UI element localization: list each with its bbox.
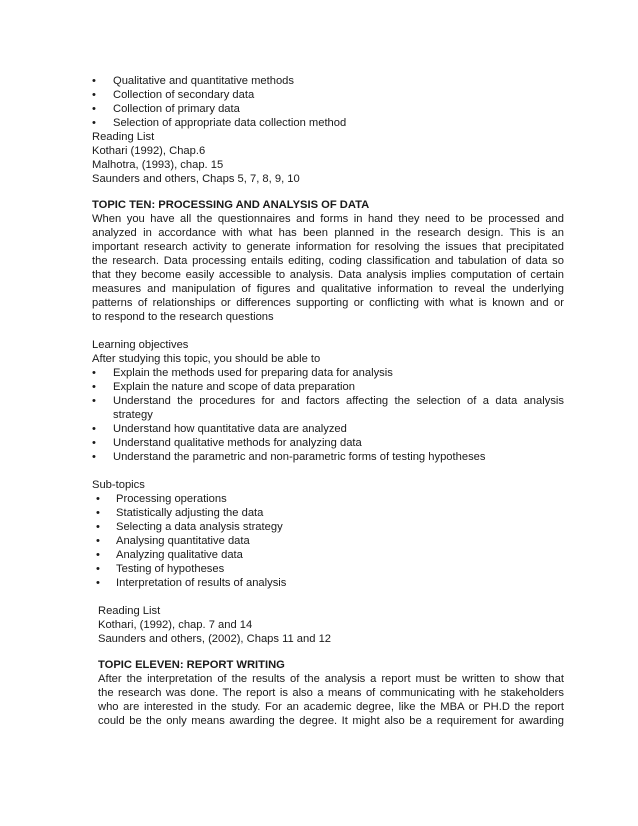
reading-item: Saunders and others, Chaps 5, 7, 8, 9, 10 (92, 173, 300, 185)
list-item: • Testing of hypotheses (96, 563, 225, 575)
list-item: • Understand how quantitative data are analyzed (92, 423, 347, 435)
topic-ten-paragraph: When you have all the questionnaires and forms in hand they need to be processed and analyzed in accordance with what has been planned in the research design. This is an important research activity to generate information for resolving the issues that precipitated the research. Data processing entails editing, coding classification and tabulation of data so that they become easily accessible to analysis. Data analysis implies computation of certain measures and manipulation of figures and qualitative information to reveal the underlying patterns of relationships or differences supporting or conflicting with what is known and or to respond to the research questions (92, 213, 564, 323)
topic-eleven-paragraph: After the interpretation of the results of the analysis a report must be written to show that the research was done. The report is also a means of communicating with he stakeholders who are interested in the study. For an academic degree, like the MBA or PH.D the report could be the only means awarding the degree. It might also be a requirement for awarding (98, 673, 564, 727)
reading-list-1 (92, 130, 564, 186)
document-page (92, 0, 564, 728)
reading-item: Malhotra, (1993), chap. 15 (92, 159, 224, 171)
list-item: • Understand the parametric and non-parametric forms of testing hypotheses (92, 451, 486, 463)
reading-item: Kothari, (1992), chap. 7 and 14 (98, 619, 253, 631)
list-item: • Selecting a data analysis strategy (96, 521, 283, 533)
learning-objectives-intro: After studying this topic, you should be able to (92, 353, 321, 365)
objectives-list (92, 366, 564, 464)
topic-eleven-heading: TOPIC ELEVEN: REPORT WRITING (98, 659, 285, 671)
list-item: • Explain the methods used for preparing data for analysis (92, 367, 393, 379)
list-item: • Understand qualitative methods for analyzing data (92, 437, 362, 449)
list-item: • Analysing quantitative data (96, 535, 250, 547)
list-item: • Statistically adjusting the data (96, 507, 264, 519)
topic-eleven-section (92, 658, 564, 728)
list-item: • Collection of primary data (92, 103, 240, 115)
list-item: • Qualitative and quantitative methods (92, 75, 294, 87)
reading-list-2 (92, 604, 564, 646)
topic-ten-heading: TOPIC TEN: PROCESSING AND ANALYSIS OF DATA (92, 199, 370, 211)
list-item: • Selection of appropriate data collection method (92, 117, 347, 129)
list-item: • Understand the procedures for and factors affecting the selection of a data analysis (92, 395, 564, 407)
learning-objectives-title: Learning objectives (92, 339, 189, 351)
reading-item: Saunders and others, (2002), Chaps 11 and 12 (98, 633, 332, 645)
reading-list-title: Reading List (98, 605, 161, 617)
subtopics-title: Sub-topics (92, 479, 145, 491)
reading-list-title: Reading List (92, 131, 155, 143)
list-item: • Interpretation of results of analysis (96, 577, 287, 589)
list-item: • Analyzing qualitative data (96, 549, 243, 561)
subtopics-list (92, 492, 564, 590)
list-item: • Processing operations (96, 493, 227, 505)
list-item-continuation: strategy (113, 409, 153, 421)
list-item: • Explain the nature and scope of data preparation (92, 381, 355, 393)
top-bullet-list (92, 74, 564, 130)
list-item: • Collection of secondary data (92, 89, 255, 101)
reading-item: Kothari (1992), Chap.6 (92, 145, 206, 157)
